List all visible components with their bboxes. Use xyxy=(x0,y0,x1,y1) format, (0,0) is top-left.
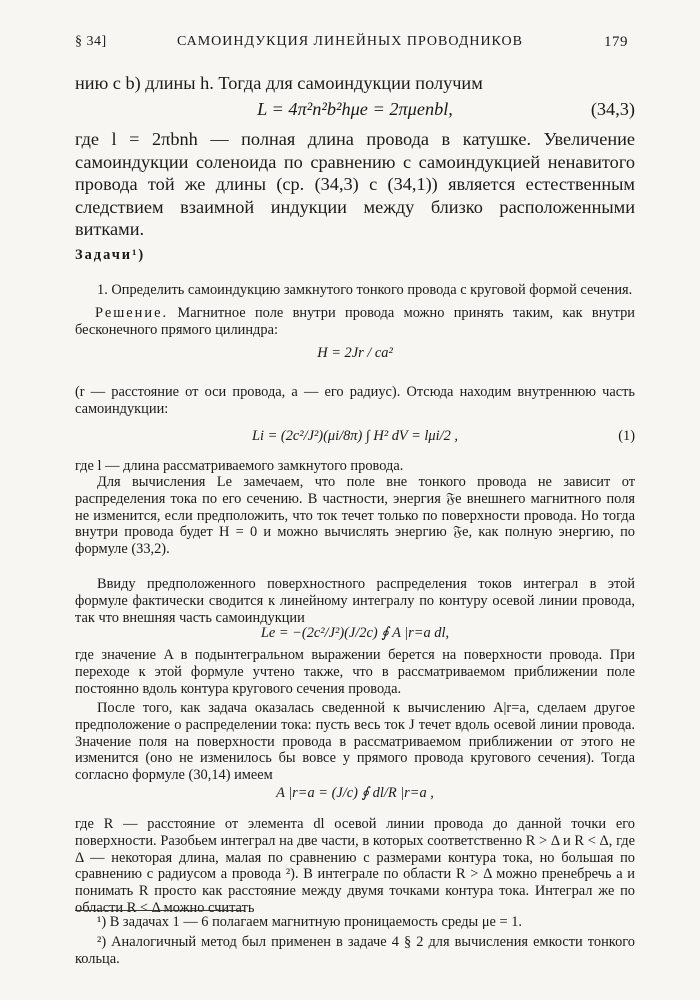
paragraph-le-calc: Для вычисления Le замечаем, что поле вне тонкого провода не зависит от распределения тока по его сечению. В частности, энергия 𝔉e внешнего магнитного поля не изменится, если предположить, что ток течет только по поверхности провода. Но тогда внутри провода будет H = 0 и можно вычислять энергию 𝔉e, как полную энергию, по формуле (33,2). xyxy=(75,474,635,558)
paragraph-inner-part: (r — расстояние от оси провода, a — его радиус). Отсюда находим внутреннюю часть самоиндукции: xyxy=(75,384,635,417)
paragraph-surface-value: где значение A в подынтегральном выражении берется на поверхности провода. При переходе к этой формуле учтено также, что в рассматриваемом приближении поле постоянно вдоль контура кругового сечения провода. xyxy=(75,647,635,697)
text-line-continuation: нию с b) длины h. Тогда для самоиндукции получим xyxy=(75,73,483,93)
solution-intro-text: Магнитное поле внутри провода можно принять таким, как внутри бесконечного прямого цилиндра: xyxy=(75,305,635,338)
header-page-number: 179 xyxy=(604,34,628,50)
header-section: § 34] xyxy=(75,34,107,49)
equation-34-3-number: (34,3) xyxy=(590,99,635,119)
header-title: САМОИНДУКЦИЯ ЛИНЕЙНЫХ ПРОВОДНИКОВ xyxy=(176,34,523,49)
footnote-rule xyxy=(75,910,245,911)
equation-li: Li = (2c²/J²)(μi/8π) ∫ H² dV = lμi/2 , xyxy=(252,428,458,444)
paragraph-surface-dist: Ввиду предположенного поверхностного распределения токов интеграл в этой формуле фактически сводится к линейному интегралу по контуру осевой линии провода, так что внешняя часть самоиндукции xyxy=(75,576,635,626)
equation-le: Le = −(2c²/J²)(J/2c) ∮ A |r=a dl, xyxy=(260,625,450,641)
paragraph-length-def: где l — длина рассматриваемого замкнутого провода. xyxy=(75,458,404,474)
solution-label: Решение. xyxy=(95,305,169,321)
equation-li-number: (1) xyxy=(618,428,635,444)
section-heading-tasks: Задачи¹) xyxy=(75,247,146,263)
equation-34-3 xyxy=(75,98,635,121)
equation-34-3-body: L = 4π²n²b²hμe = 2πμenbl, xyxy=(257,99,453,119)
paragraph-solenoid: где l = 2πbnh — полная длина провода в катушке. Увеличение самоиндукции соленоида по сравнению с самоиндукцией ненавитого провода той же длины (ср. (34,3) с (34,1)) является естественным следствием взаимной индукции между близко расположенными витками. xyxy=(75,129,635,239)
task-1-solution-intro xyxy=(75,305,635,339)
task-1-statement: 1. Определить самоиндукцию замкнутого тонкого провода с круговой формой сечения. xyxy=(97,282,633,298)
equation-h-field: H = 2Jr / ca² xyxy=(317,345,393,361)
equation-a-potential: A |r=a = (J/c) ∮ dl/R |r=a , xyxy=(276,785,434,801)
paragraph-split-integral: где R — расстояние от элемента dl осевой линии провода до данной точки его поверхности. Разобьем интеграл на две части, в которых соответственно R > Δ и R < Δ, где Δ — некоторая длина, малая по сравнению с размерами контура тока, но большая по сравнению с радиусом a провода ²). В интеграле по области R > Δ можно пренебречь a и понимать R просто как расстояние между двумя точками контура тока. Интеграл же по области R < Δ можно считать xyxy=(75,816,635,916)
footnote-1: ¹) В задачах 1 — 6 полагаем магнитную проницаемость среды μe = 1. xyxy=(97,914,523,930)
paragraph-axial-current: После того, как задача оказалась сведенной к вычислению A|r=a, сделаем другое предположение о распределении тока: пусть весь ток J течет вдоль осевой линии провода. Значение поля на поверхности провода в рассматриваемом приближении от этого не изменится (оно не изменилось бы вовсе у прямого провода кругового сечения). Тогда согласно формуле (30,14) имеем xyxy=(75,700,635,784)
footnote-2: ²) Аналогичный метод был применен в задаче 4 § 2 для вычисления емкости тонкого кольца. xyxy=(75,934,635,967)
